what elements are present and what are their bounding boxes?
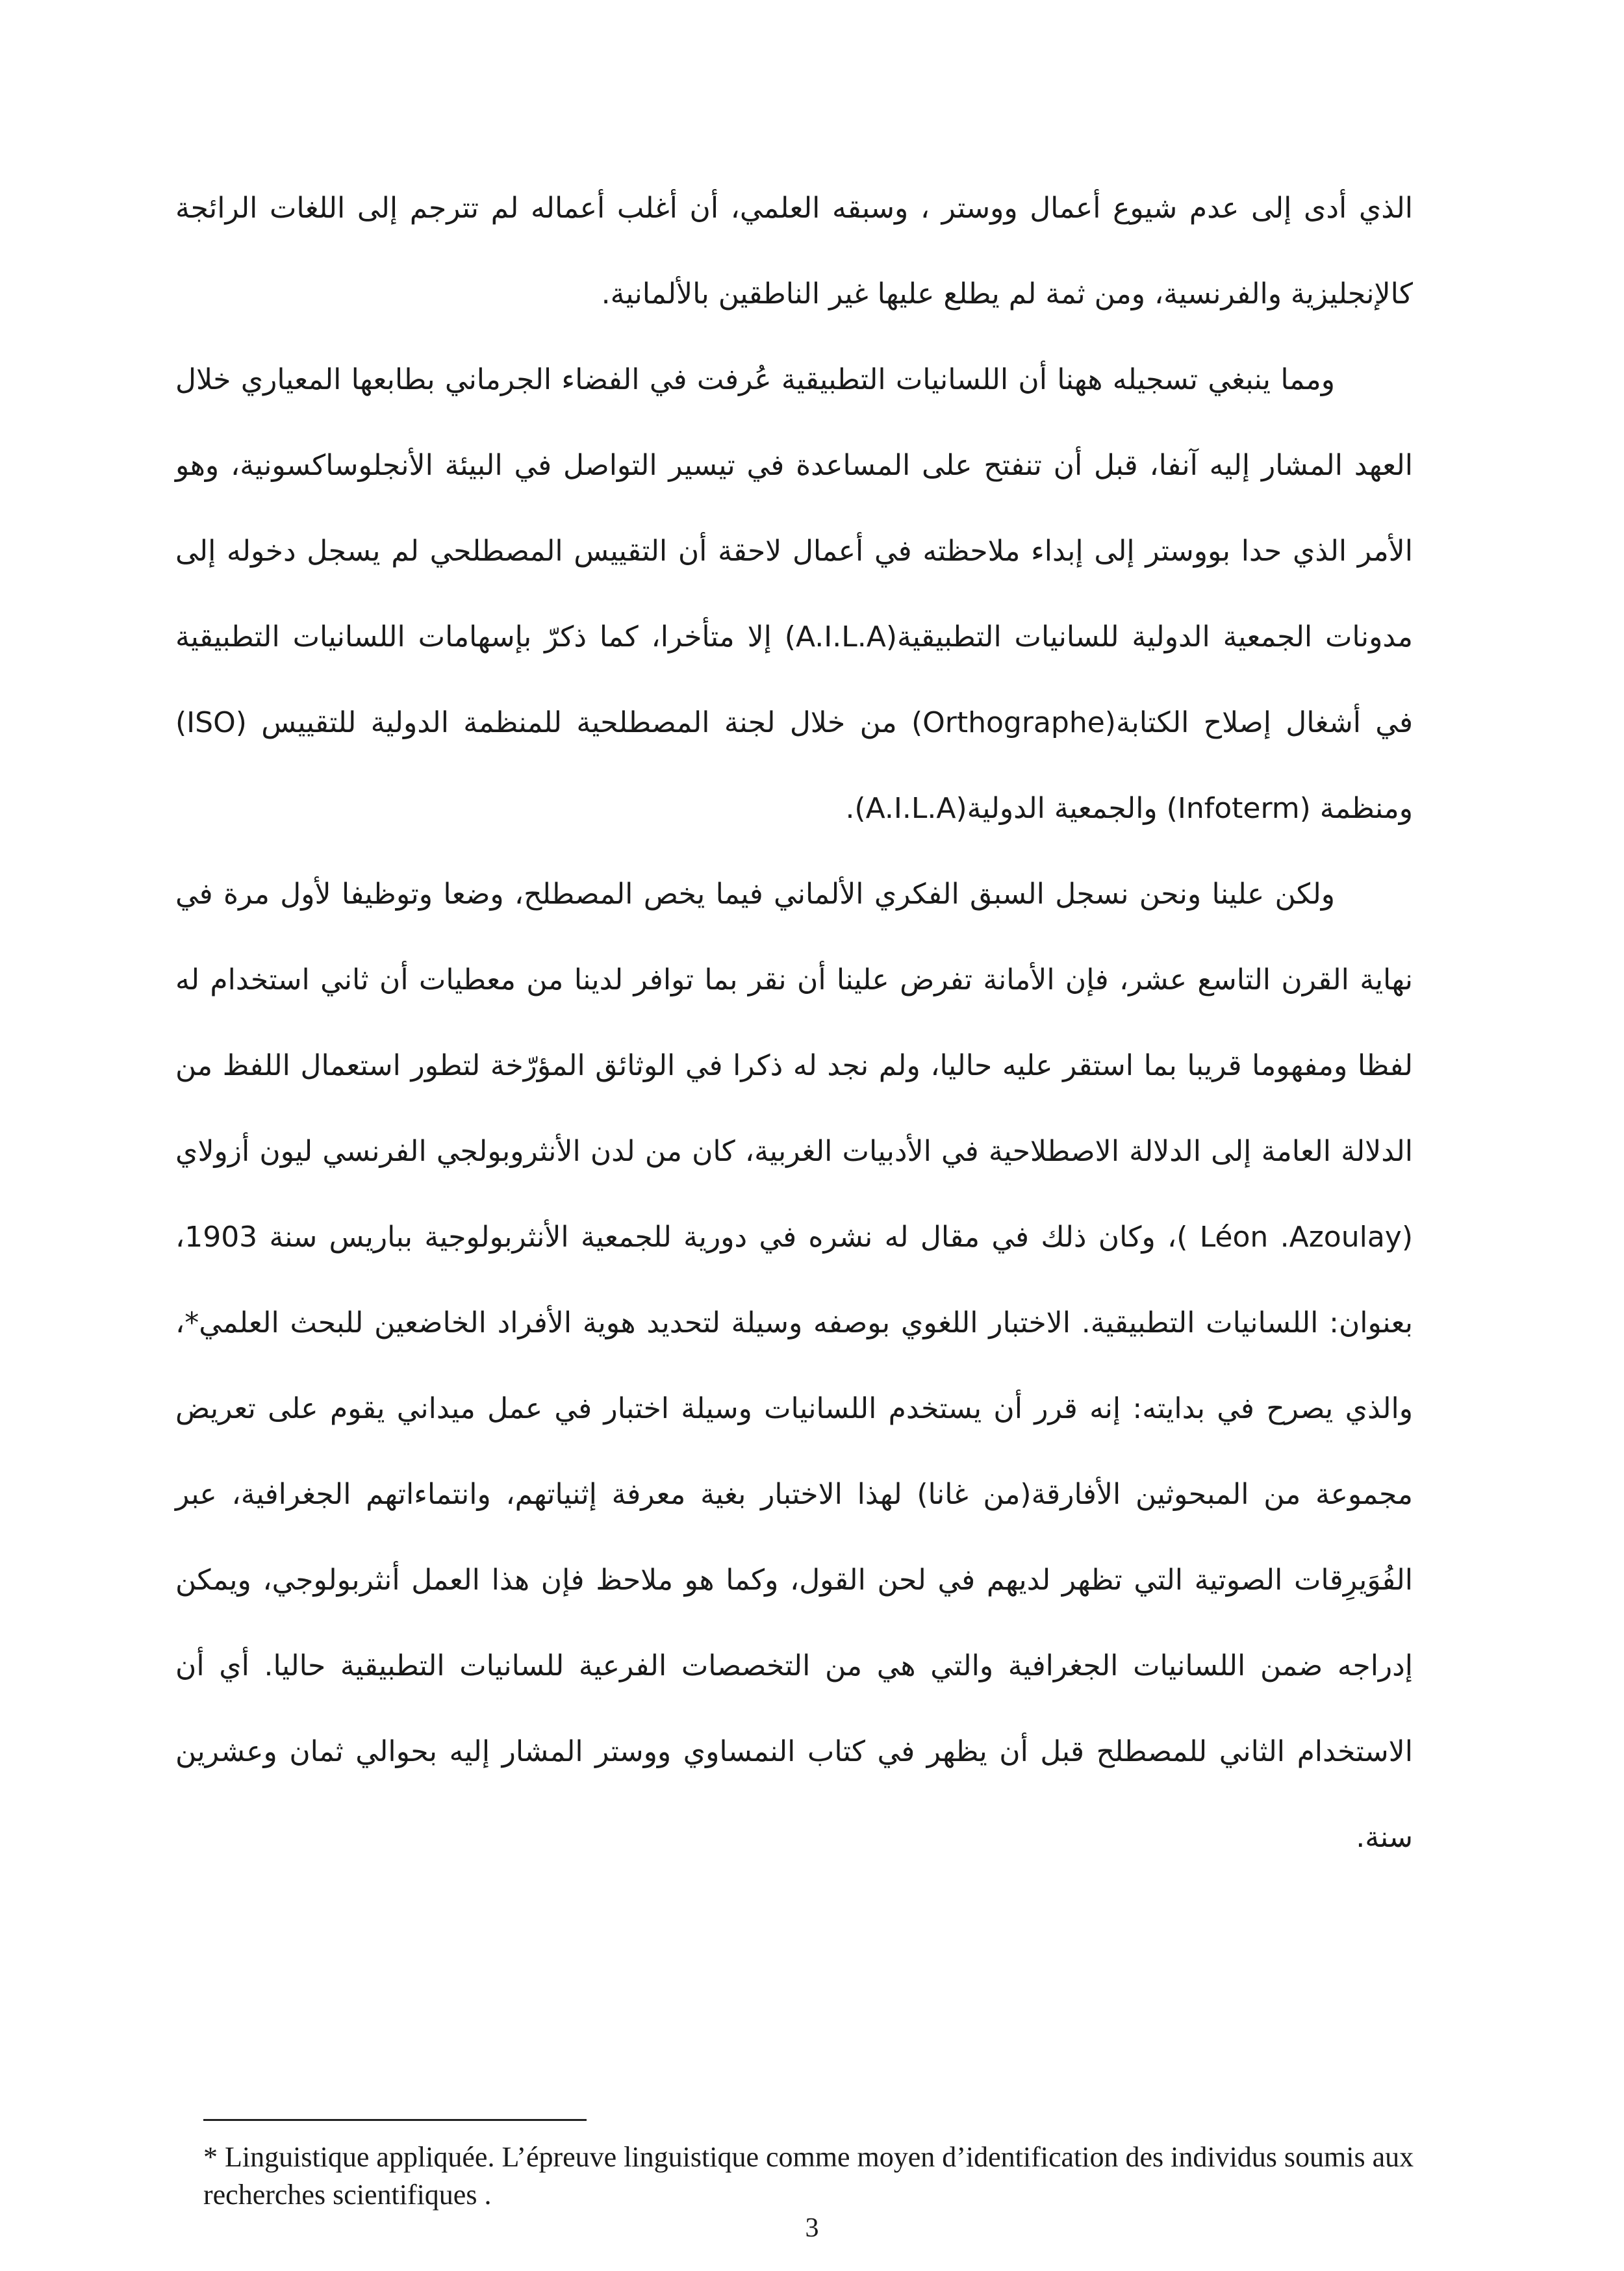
- paragraph-1: الذي أدى إلى عدم شيوع أعمال ووستر ، وسبقه العلمي، أن أغلب أعماله لم تترجم إلى اللغات الرائجة كالإنجليزية والفرنسية، ومن ثمة لم يطلع عليها غير الناطقين بالألمانية.: [175, 192, 1413, 311]
- paragraph-2: ومما ينبغي تسجيله ههنا أن اللسانيات التطبيقية عُرفت في الفضاء الجرماني بطابعها المعياري خلال العهد المشار إليه آنفا، قبل أن تنفتح على المساعدة في تيسير التواصل في البيئة الأنجلوساكسونية، وهو الأمر الذي حدا بووستر إلى إبداء ملاحظته في أعمال لاحقة أن التقييس المصطلحي لم يسجل دخوله إلى مدونات الجمعية الدولية للسانيات التطبيقية(A.I.L.A) إلا متأخرا، كما ذكرّ بإسهامات اللسانيات التطبيقية في أشغال إصلاح الكتابة(Orthographe) من خلال لجنة المصطلحية للمنظمة الدولية للتقييس (ISO) ومنظمة (Infoterm) والجمعية الدولية(A.I.L.A).: [175, 363, 1413, 825]
- paragraph-3: ولكن علينا ونحن نسجل السبق الفكري الألماني فيما يخص المصطلح، وضعا وتوظيفا لأول مرة في نهاية القرن التاسع عشر، فإن الأمانة تفرض علينا أن نقر بما توافر لدينا من معطيات أن ثاني استخدام له لفظا ومفهوما قريبا بما استقر عليه حاليا، ولم نجد له ذكرا في الوثائق المؤرّخة لتطور استعمال اللفظ من الدلالة العامة إلى الدلالة الاصطلاحية في الأدبيات الغربية، كان من لدن الأنثروبولجي الفرنسي ليون أزولاي (Léon .Azoulay )، وكان ذلك في مقال له نشره في دورية للجمعية الأنثربولوجية بباريس سنة 1903، بعنوان: اللسانيات التطبيقية. الاختبار اللغوي بوصفه وسيلة لتحديد هوية الأفراد الخاضعين للبحث العلمي*، والذي يصرح في بدايته: إنه قرر أن يستخدم اللسانيات وسيلة اختبار في عمل ميداني يقوم على تعريض مجموعة من المبحوثين الأفارقة(من غانا) لهذا الاختبار بغية معرفة إثنياتهم، وانتماءاتهم الجغرافية، عبر الفُوَيرِقات الصوتية التي تظهر لديهم في لحن القول، وكما هو ملاحظ فإن هذا العمل أنثربولوجي، ويمكن إدراجه ضمن اللسانيات الجغرافية والتي هي من التخصصات الفرعية للسانيات التطبيقية حاليا. أي أن الاستخدام الثاني للمصطلح قبل أن يظهر في كتاب النمساوي ووستر المشار إليه بحوالي ثمان وعشرين سنة.: [175, 878, 1413, 1854]
- page-number: 3: [805, 2213, 819, 2243]
- footnote-divider: [203, 2119, 587, 2121]
- body-text: [175, 166, 1413, 1881]
- footnote: * Linguistique appliquée. L’épreuve linguistique comme moyen d’identification des individus soumis aux recherches scientifiques .: [203, 2141, 1414, 2211]
